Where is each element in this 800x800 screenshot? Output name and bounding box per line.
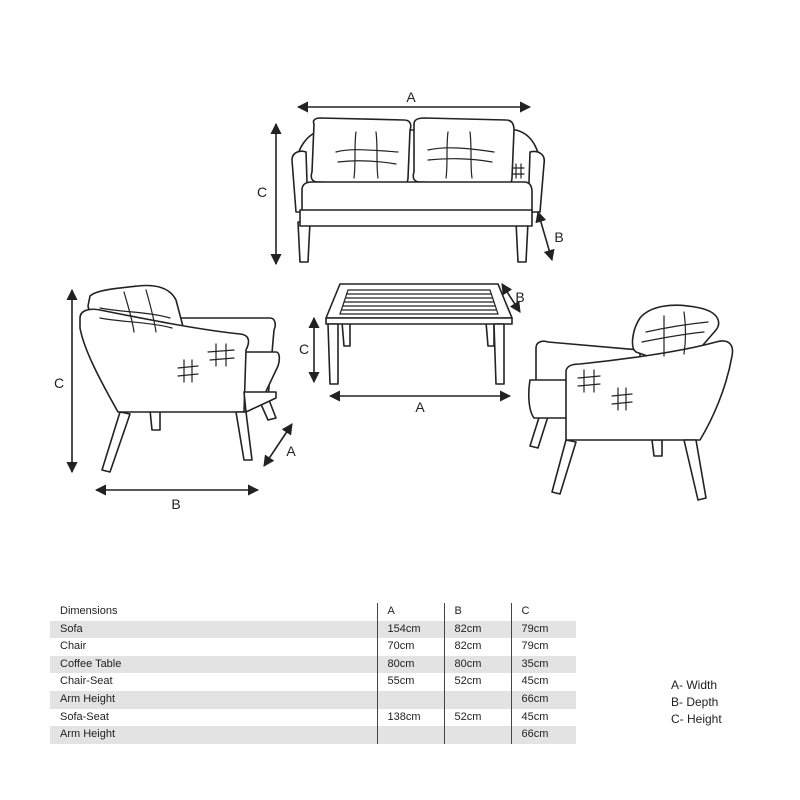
table-header-cell: B — [444, 603, 511, 621]
table-cell: Arm Height — [50, 691, 377, 709]
coffee-table-width-label: A — [415, 399, 425, 415]
table-header-cell: A — [377, 603, 444, 621]
table-cell: 82cm — [444, 638, 511, 656]
legend-item-depth: B- Depth — [671, 695, 719, 709]
table-header-cell: C — [511, 603, 576, 621]
table-header-row — [50, 603, 576, 621]
table-row — [50, 656, 576, 674]
coffee-table-depth-label: B — [515, 289, 525, 305]
sofa-width-label: A — [406, 89, 416, 105]
table-cell: 80cm — [444, 656, 511, 674]
dimensions-table — [50, 603, 576, 744]
table-row — [50, 638, 576, 656]
table-cell: 79cm — [511, 621, 576, 639]
table-row — [50, 709, 576, 727]
table-cell: 66cm — [511, 691, 576, 709]
table-cell — [444, 691, 511, 709]
dimension-legend — [671, 677, 722, 728]
table-cell: Arm Height — [50, 726, 377, 744]
sofa-height-label: C — [256, 184, 268, 200]
coffee-table-slats — [340, 290, 498, 314]
table-cell: 154cm — [377, 621, 444, 639]
table-cell — [377, 726, 444, 744]
table-header-cell: Dimensions — [60, 605, 118, 617]
table-row — [50, 621, 576, 639]
armchair-left-depth-label: B — [171, 496, 181, 512]
table-cell: 82cm — [444, 621, 511, 639]
table-cell — [444, 726, 511, 744]
legend-item-width: A- Width — [671, 678, 718, 692]
table-cell: 79cm — [511, 638, 576, 656]
table-cell: 52cm — [444, 673, 511, 691]
table-cell: 70cm — [377, 638, 444, 656]
table-cell: 35cm — [511, 656, 576, 674]
table-cell: 55cm — [377, 673, 444, 691]
table-cell: 52cm — [444, 709, 511, 727]
table-cell: Sofa — [50, 621, 377, 639]
table-row — [50, 691, 576, 709]
coffee-table-drawing — [326, 284, 512, 384]
sofa-depth-label: B — [554, 229, 564, 245]
coffee-table-height-label: C — [298, 341, 310, 357]
armchair-left-height-label: C — [53, 375, 65, 391]
table-cell: 45cm — [511, 709, 576, 727]
table-cell — [377, 691, 444, 709]
table-cell: 138cm — [377, 709, 444, 727]
legend-item-height: C- Height — [671, 712, 722, 726]
table-row — [50, 726, 576, 744]
table-cell: 66cm — [511, 726, 576, 744]
table-cell: 80cm — [377, 656, 444, 674]
table-cell: Coffee Table — [50, 656, 377, 674]
table-cell: Sofa-Seat — [60, 710, 109, 723]
table-cell: 45cm — [511, 673, 576, 691]
armchair-left-drawing — [80, 286, 279, 472]
table-cell: Chair-Seat — [60, 675, 113, 688]
table-row — [50, 673, 576, 691]
sofa-drawing — [292, 118, 544, 262]
armchair-left-width-label: A — [286, 443, 296, 459]
table-cell: Chair — [60, 640, 87, 653]
